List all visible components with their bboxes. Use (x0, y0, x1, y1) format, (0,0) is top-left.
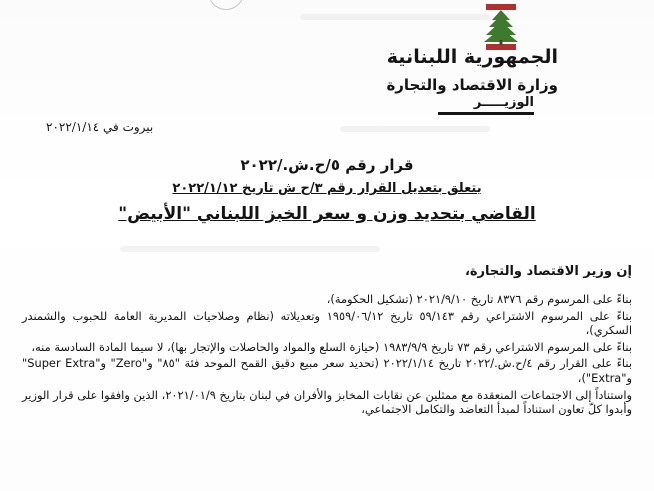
recital-paragraph: بناءً على المرسوم رقم ٨٣٧٦ تاريخ ٢٠٢١/٩/١٠ (تشكيل الحكومة)، (326, 292, 632, 306)
decision-subject: يتعلق بتعديل القرار رقم ٣/ح ش تاريخ ٢٠٢٢/١/١٢ (172, 181, 482, 196)
recital-paragraph: واستناداً إلى الاجتماعات المنعقدة مع ممثلين عن نقابات المخابز والأفران في لبنان بتاريخ ٢٠٢١/٠١/٩، الذين وافقوا على قرار الوزير وأبدوا كلّ تعاون استناداً لمبدأ التعاضد والتكامل الاجتماعي، (22, 387, 632, 417)
bleed-through-line (300, 14, 490, 20)
minister-underline (438, 112, 534, 115)
decision-title: القاضي بتحديد وزن و سعر الخبز اللبناني "الأبيض" (118, 204, 536, 224)
decision-number: قرار رقم ٥/ح.ش./٢٠٢٢ (240, 156, 414, 174)
bleed-through-line (120, 246, 380, 252)
bleed-through-line (340, 126, 490, 132)
minister-title: الوزيـــــر (473, 95, 534, 110)
ministry-title: وزارة الاقتصاد والتجارة (386, 76, 558, 94)
stamp-mark (208, 0, 244, 10)
document-date: بيروت في ٢٠٢٢/١/١٤ (46, 120, 154, 134)
recitals (22, 292, 632, 419)
republic-title: الجمهورية اللبنانية (386, 46, 558, 68)
recital-paragraph: بناءً على القرار رقم ٤/ح.ش./٢٠٢٢ تاريخ ٢٠٢٢/١/١٤ (تحديد سعر مبيع دقيق القمح الموحد فئة "٨٥" و"Zero" و"Super Extra" و"Extra")، (22, 356, 633, 385)
recital-paragraph: بناءً على المرسوم الاشتراعي رقم ٥٩/١٤٣ تاريخ ١٩٥٩/٠٦/١٢ وتعديلاته (نظام وصلاحيات المديرية العامة للحبوب والشمندر السكري)، (22, 308, 632, 338)
intro-line: إن وزير الاقتصاد والتجارة، (464, 264, 632, 279)
cedar-tree-icon (480, 4, 522, 50)
recital-paragraph: بناءً على المرسوم الاشتراعي رقم ٧٣ تاريخ ١٩٨٣/٩/٩ (حيازة السلع والمواد والحاصلات والإتجار بها)، لا سيما المادة السادسة منه، (31, 339, 632, 354)
